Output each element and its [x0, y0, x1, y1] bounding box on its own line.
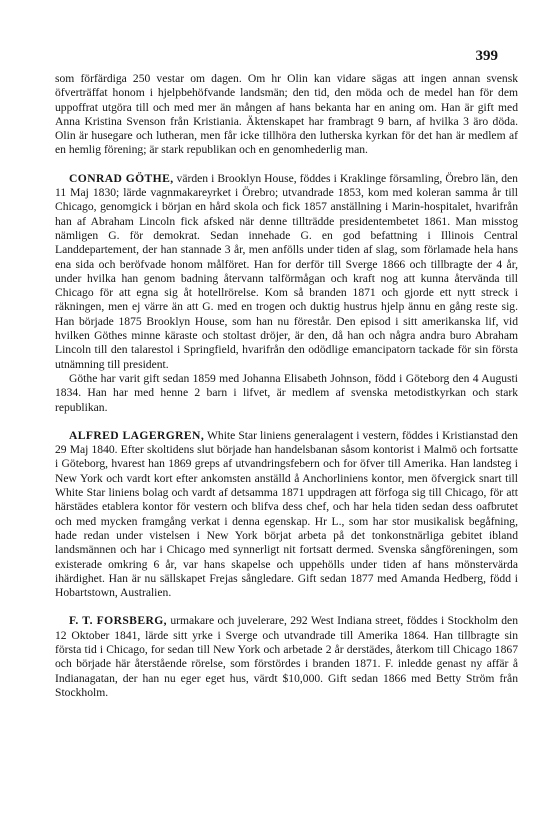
entry-name: ALFRED LAGERGREN, — [69, 428, 205, 442]
paragraph-gothe-family — [55, 372, 518, 415]
entry-text: White Star liniens generalagent i vestern, föddes i Kristianstad den 29 Maj 1840. Efter skoltidens slut började han handelsbanan såsom kontorist i Malmö och fortsatte i Göteborg, hvarest han 1869 greps af utvandringsfebern och for öfver till Amerika. Han landsteg i New York och vardt kort efter ankomsten anställd å Anchorliniens kontor, men öfvergick snart till White Star liniens bolag och vardt af detsamma 1871 uppdragen att förfoga sig till Chicago, för att härstädes etablera kontor för vestern och blifva dess chef, och har hela tiden sedan dess oafbrutet och med mycken framgång verkat i denna egenskap. Hr L., som har stor musikalisk begåfning, hade redan under vistelsen i New York börjat arbeta på det tonkonstnärliga gebitet ibland landsmännen och har i Chicago med synnerligt nit fortsatt dermed. Svenska sångföreningen, som existerade omkring 6 år, var hans skapelse och uppehölls under tiden af hans mönstervärda ihärdighet. Han är nu sällskapet Frejas sångledare. Gift sedan 1877 med Amanda Hedberg, född i Hobartstown, Australien. — [55, 428, 518, 600]
paragraph-text: som förfärdiga 250 vestar om dagen. Om hr Olin kan vidare sägas att ingen annan svensk öfverträffat honom i hjelpbehöfvande landsmän; den tid, den möda och de medel han för dem uppoffrat utgöra till och med mer än mången af hans bekanta har en aning om. Han är gift med Anna Kristina Svenson från Kristiania. Äktenskapet har frambragt 9 barn, af hvilka 3 äro döda. Olin är husegare och lutheran, men får icke tillhöra den lutherska kyrkan för det han är medlem af en hemlig förening; är stark republikan och en genomhederlig man. — [55, 72, 518, 157]
entry-name: CONRAD GÖTHE, — [69, 171, 174, 185]
biography-entry-conrad-gothe — [55, 172, 518, 372]
biography-entry-alfred-lagergren — [55, 429, 518, 601]
entry-name: F. T. FORSBERG, — [69, 614, 167, 628]
biography-entry-ft-forsberg — [55, 614, 518, 700]
entry-text: värden i Brooklyn House, föddes i Kraklinge församling, Örebro län, den 11 Maj 1830; lärde vagnmakareyrket i Örebro; utvandrade 1853, kom med koleran samma år till Chicago, genomgick i början en hård skola och fick 1857 anställning i Marin-hospitalet, hvarifrån han af Abraham Lincoln fick afsked när denne tillträdde presidentembetet 1861. Man misstog nämligen G. för demokrat. Sedan innehade G. en god befattning i Illinois Central Landdepartement, der han stannade 3 år, men anfölls under tiden af slag, som förlamade hela hans ena sida och beröfvade honom målföret. Han for derför till Sverge 1866 och tillbragte der 4 år, under hvilka han genom badning återvann talförmågan och kraft nog att kunna återvända till Chicago för att egna sig åt hotellrörelse. Kom så branden 1871 och gjorde ett nytt streck i räkningen, men ej värre än att G. med en trogen och duktig hustrus hjelp ännu en gång reste sig. Han började 1875 Brooklyn House, som han nu förestår. Den episod i sitt amerikanska lif, vid hvilken Göthes minne käraste och stoltast dröjer, är den, då han och några andra buro Abraham Lincoln till den talarestol i Springfield, hvarifrån den odödlige emancipatorn tackade för sin första utnämning till president. — [55, 171, 518, 371]
page-body — [55, 72, 518, 700]
paragraph-text: Göthe har varit gift sedan 1859 med Johanna Elisabeth Johnson, född i Göteborg den 4 Augusti 1834. Han har med henne 2 barn i lifvet, är medlem af svenska metodistkyrkan och stark republikan. — [55, 371, 518, 414]
paragraph-olin-continued — [55, 72, 518, 158]
entry-text: urmakare och juvelerare, 292 West Indiana street, föddes i Stockholm den 12 Oktober 1841, lärde sitt yrke i Sverge och utvandrade till Amerika 1864. Han tillbragte sin första tid i Chicago, for sedan till New York och arbetade 2 år derstädes, återkom till Chicago 1867 och började här återstående rörelse, som förstördes i branden 1871. F. inledde genast ny affär å Indianagatan, der han nu eger eget hus, värdt $10,000. Gift sedan 1866 med Betty Ström från Stockholm. — [55, 614, 519, 699]
page-number: 399 — [475, 48, 498, 64]
